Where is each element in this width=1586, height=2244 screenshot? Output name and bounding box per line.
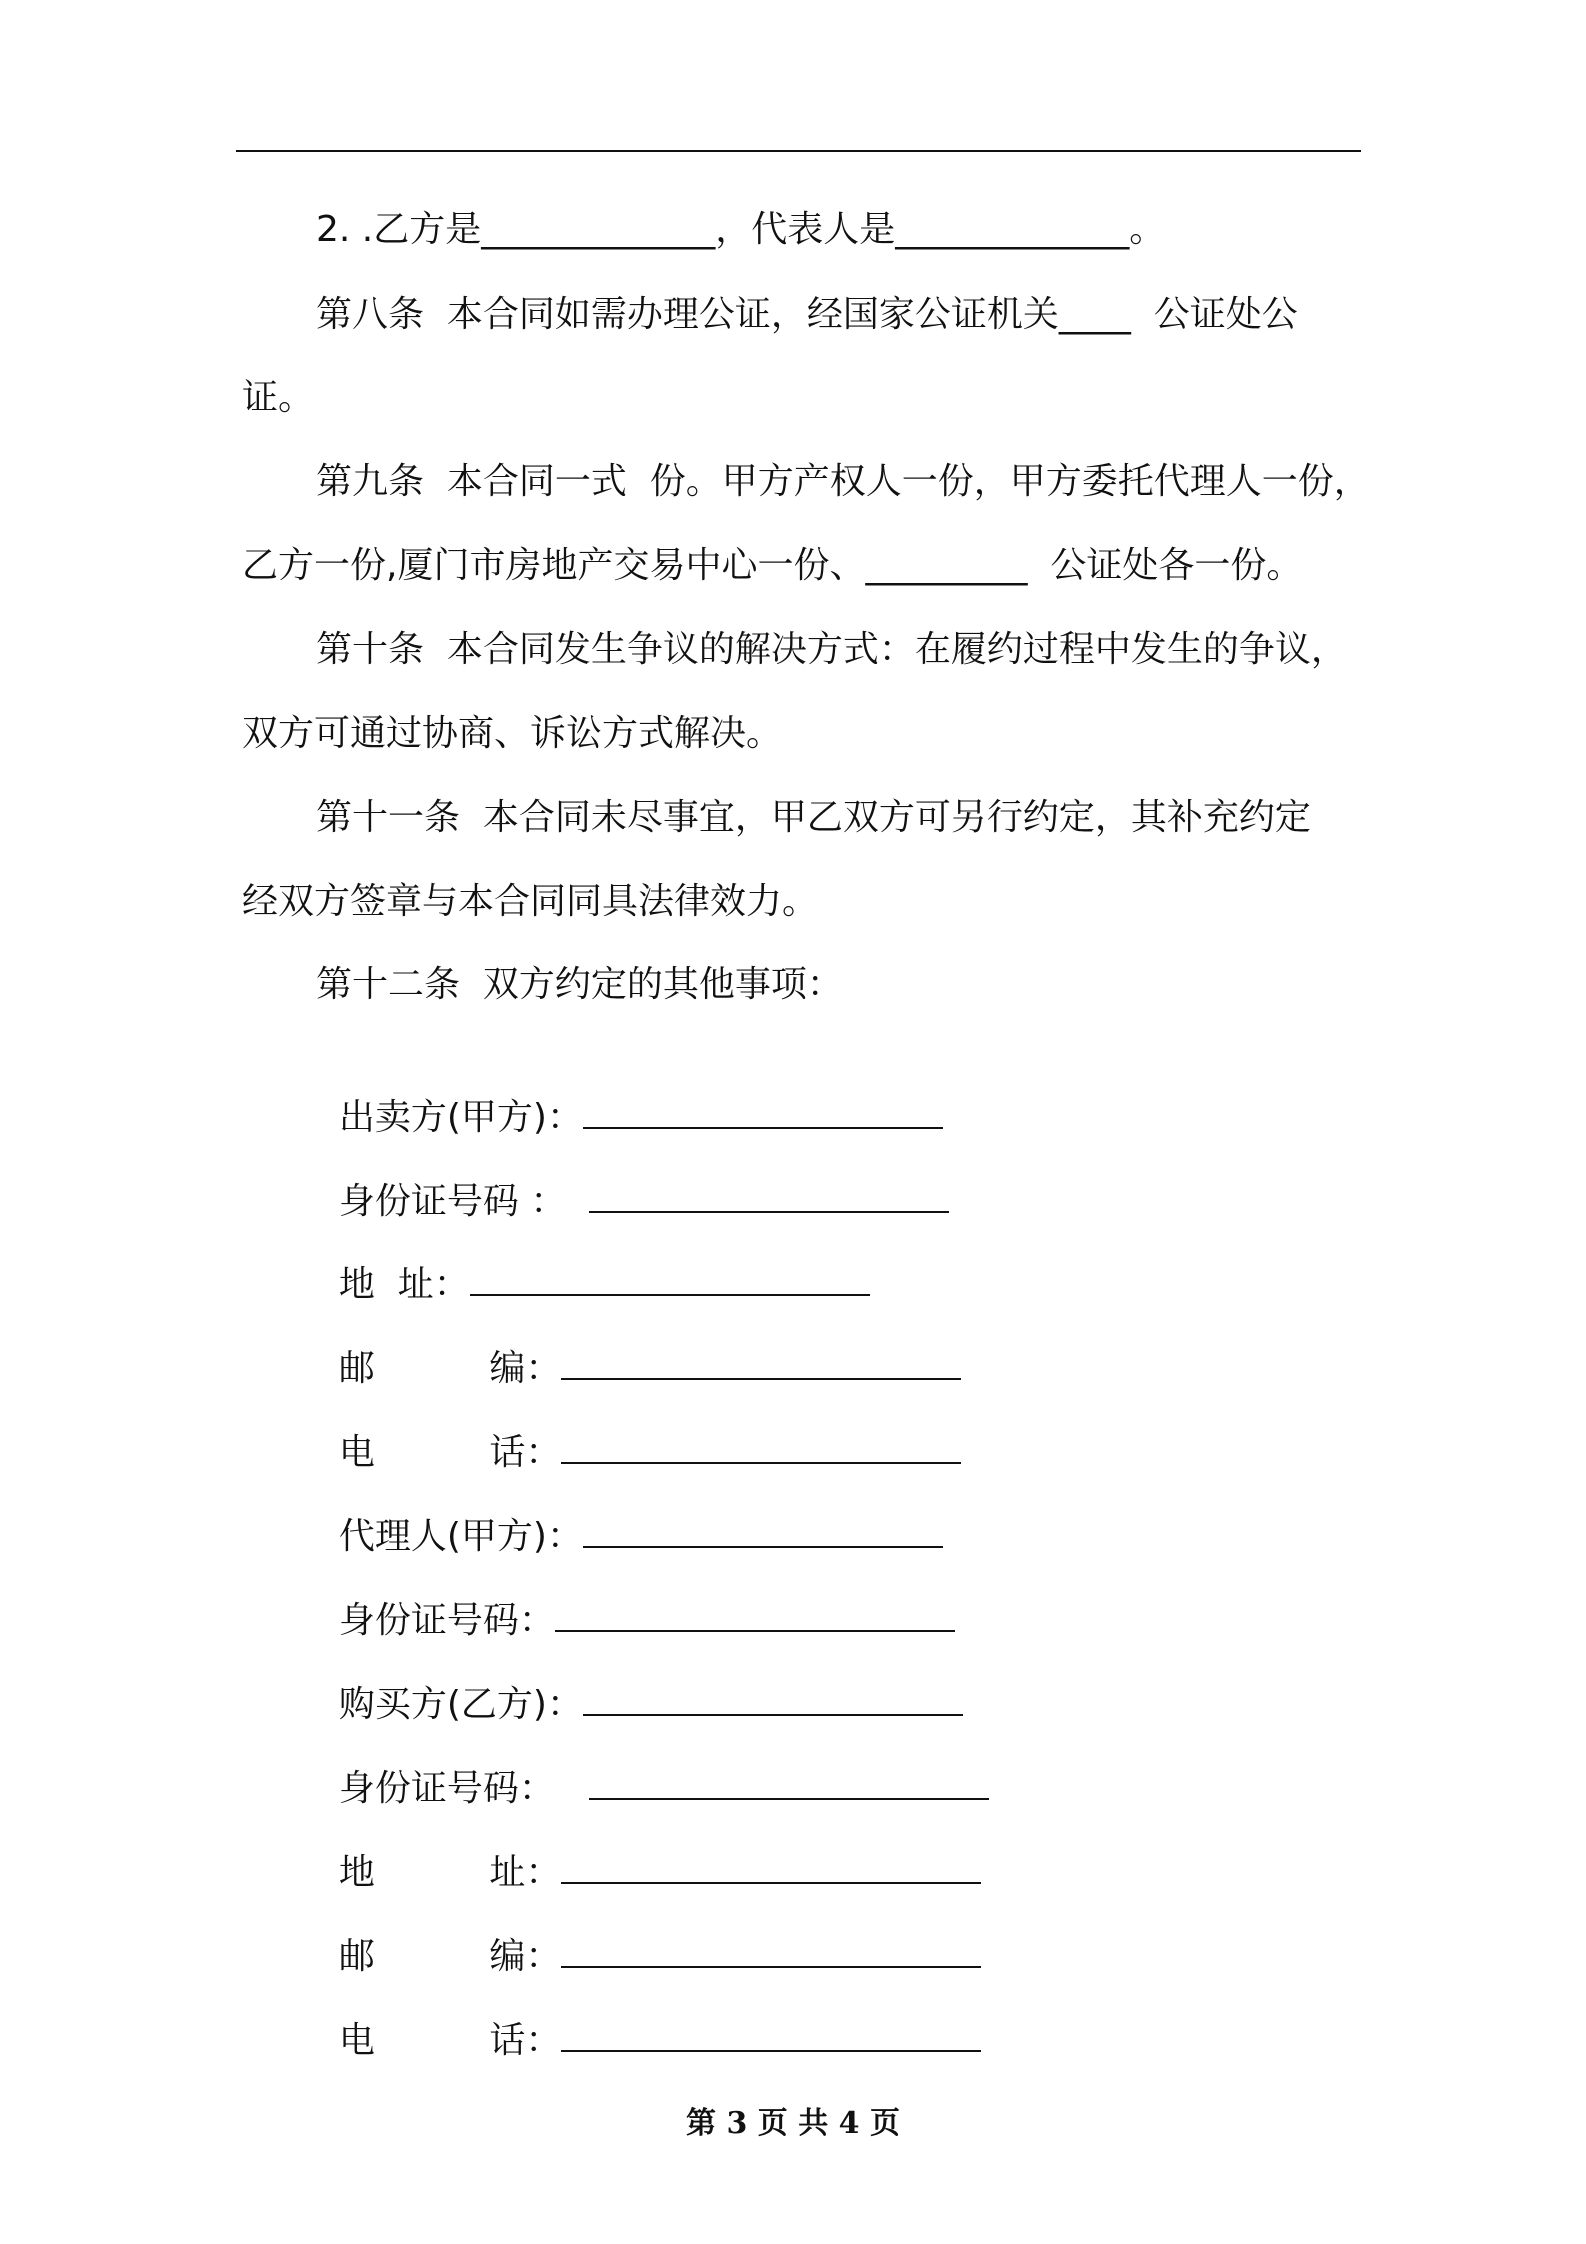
page-indicator: 第 3 页 共 4 页 — [686, 2106, 900, 2141]
buyer-address-field — [316, 1802, 981, 1895]
buyer-postcode-blank[interactable] — [561, 1930, 981, 1968]
buyer-label: 购买方(乙方)： — [338, 1684, 583, 1725]
seller-id-field — [316, 1131, 949, 1224]
buyer-id-field — [316, 1718, 989, 1811]
buyer-id-blank[interactable] — [589, 1762, 989, 1800]
seller-phone-field — [316, 1382, 961, 1475]
buyer-phone-label: 电 话： — [338, 2020, 562, 2061]
article-9-line-1: 第九条 本合同一式 份。甲方产权人一份，甲方委托代理人一份， — [316, 461, 1370, 502]
buyer-postcode-label: 邮 编： — [338, 1936, 562, 1977]
seller-field — [316, 1047, 943, 1140]
article-11-line-1: 第十一条 本合同未尽事宜，甲乙双方可另行约定，其补充约定 — [316, 797, 1311, 838]
buyer-id-label: 身份证号码： — [338, 1768, 590, 1809]
buyer-blank[interactable] — [583, 1678, 963, 1716]
seller-blank[interactable] — [583, 1091, 943, 1129]
party-b-line: 2. .乙方是_____________，代表人是_____________。 — [316, 209, 1166, 250]
article-9-line-2: 乙方一份,厦门市房地产交易中心一份、_________ 公证处各一份。 — [242, 545, 1303, 586]
article-11-line-2: 经双方签章与本合同同具法律效力。 — [242, 881, 819, 922]
article-10-line-1: 第十条 本合同发生争议的解决方式：在履约过程中发生的争议， — [316, 629, 1347, 670]
seller-postcode-field — [316, 1298, 961, 1391]
agent-label: 代理人(甲方)： — [338, 1516, 583, 1557]
seller-phone-label: 电 话： — [338, 1432, 562, 1473]
buyer-phone-blank[interactable] — [561, 2014, 981, 2052]
header-rule — [236, 150, 1361, 152]
seller-address-label: 地 址： — [338, 1264, 470, 1305]
seller-address-field — [316, 1214, 870, 1307]
agent-id-label: 身份证号码： — [338, 1600, 555, 1641]
article-12-line: 第十二条 双方约定的其他事项： — [316, 964, 843, 1005]
article-10-line-2: 双方可通过协商、诉讼方式解决。 — [242, 713, 783, 754]
seller-id-blank[interactable] — [589, 1175, 949, 1213]
buyer-address-label: 地 址： — [338, 1852, 562, 1893]
buyer-address-blank[interactable] — [561, 1846, 981, 1884]
article-8-line-1: 第八条 本合同如需办理公证，经国家公证机关____ 公证处公 — [316, 294, 1298, 335]
seller-address-blank[interactable] — [470, 1258, 870, 1296]
buyer-phone-field — [316, 1970, 981, 2063]
agent-blank[interactable] — [583, 1510, 943, 1548]
buyer-field — [316, 1634, 963, 1727]
seller-phone-blank[interactable] — [561, 1426, 961, 1464]
agent-field — [316, 1466, 943, 1559]
seller-label: 出卖方(甲方)： — [338, 1097, 583, 1138]
seller-postcode-label: 邮 编： — [338, 1348, 562, 1389]
buyer-postcode-field — [316, 1886, 981, 1979]
agent-id-blank[interactable] — [555, 1594, 955, 1632]
article-8-line-2: 证。 — [242, 377, 315, 418]
seller-id-label: 身份证号码 ： — [338, 1181, 590, 1222]
agent-id-field — [316, 1550, 955, 1643]
seller-postcode-blank[interactable] — [561, 1342, 961, 1380]
